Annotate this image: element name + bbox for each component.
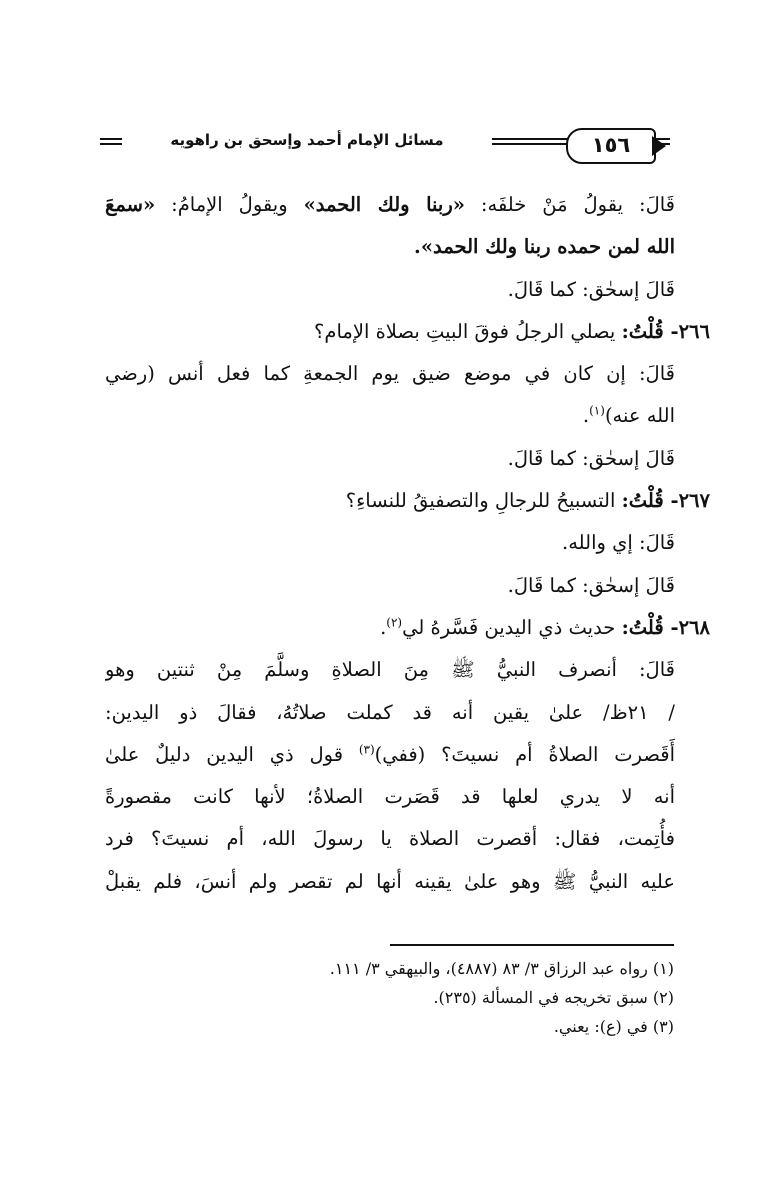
text-line-9: قَالَ: إي والله. <box>562 531 675 555</box>
text-line-5: قَالَ: إن كان في موضع ضيق يوم الجمعةِ كما فعل أنس (رضي <box>105 362 675 386</box>
footnote-ref-2: (٢) <box>386 615 403 630</box>
question-266 <box>105 311 710 353</box>
text-line-7: قَالَ إسحٰق: كما قَالَ. <box>507 446 675 470</box>
line-6-end: . <box>582 404 590 428</box>
question-268 <box>105 607 710 649</box>
question-266-number: ٢٦٦- قُلْتُ: <box>621 319 710 343</box>
line-1-c: ويقولُ الإمامُ: <box>155 193 304 216</box>
text-line-14 <box>105 734 675 776</box>
question-266-text: يصلي الرجلُ فوقَ البيتِ بصلاة الإمام؟ <box>314 319 622 343</box>
footnote-1: (١) رواه عبد الرزاق ٣/ ٨٣ (٤٨٨٧)، والبيهقي ٣/ ١١١. <box>329 959 674 978</box>
line-1-quote: «ربنا ولك الحمد» <box>303 193 465 216</box>
line-11-end: . <box>380 615 387 639</box>
line-2-quote: الله لمن حمده ربنا ولك الحمد». <box>414 235 675 259</box>
question-267 <box>105 480 710 522</box>
footnote-ref-1: (١) <box>589 403 605 418</box>
line-6-text: الله عنه) <box>604 404 675 428</box>
text-line-3: قَالَ إسحٰق: كما قَالَ. <box>507 277 675 301</box>
text-line-17: عليه النبيُّ ﷺ وهو علىٰ يقينه أنها لم تقصر ولم أنسَ، فلم يقبلْ <box>105 869 675 893</box>
header-rule-left <box>100 138 122 145</box>
footnote-separator <box>390 944 674 946</box>
text-line-16: فأُتِمت، فقال: أقصرت الصلاة يا رسولَ الله، أم نسيتَ؟ فرد <box>105 827 675 851</box>
header-title: مسائل الإمام أحمد وإسحق بن راهويه <box>122 126 492 154</box>
text-line-15: أنه لا يدري لعلها قد قَصَرت الصلاةُ؛ لأنها كانت مقصورةً <box>105 785 675 809</box>
footnote-2: (٢) سبق تخريجه في المسألة (٢٣٥). <box>433 988 674 1007</box>
page-number-badge: ١٥٦ <box>566 128 656 164</box>
question-268-number: ٢٦٨- قُلْتُ: <box>621 615 710 639</box>
question-267-number: ٢٦٧- قُلْتُ: <box>621 489 710 513</box>
footnote-ref-3: (٣) <box>358 742 375 757</box>
footnote-3: (٣) في (ع): يعني. <box>553 1017 674 1036</box>
text-line-1 <box>105 184 675 226</box>
question-267-text: التسبيحُ للرجالِ والتصفيقُ للنساءِ؟ <box>345 489 622 513</box>
line-14-a: أَقَصرت الصلاةُ أم نسيتَ؟ (ففي) <box>374 742 675 766</box>
line-1-a: قَالَ: يقولُ مَنْ خلفَه: <box>464 193 675 216</box>
running-header <box>100 126 674 166</box>
main-text <box>105 184 710 903</box>
footnotes <box>230 954 674 1041</box>
line-14-b: قول ذي اليدين دليلٌ علىٰ <box>105 742 359 766</box>
line-1-quote-start: «سمعَ <box>105 193 156 216</box>
text-line-6 <box>105 395 675 437</box>
text-line-2 <box>105 226 675 268</box>
text-line-12: قَالَ: أنصرف النبيُّ ﷺ مِنَ الصلاةِ وسلَّمَ مِنْ ثنتين وهو <box>105 658 675 682</box>
text-line-10: قَالَ إسحٰق: كما قَالَ. <box>507 573 675 597</box>
text-line-13: / ٢١ظ/ علىٰ يقين أنه قد كملت صلاتُهُ، فقالَ ذو اليدين: <box>105 700 675 724</box>
question-268-text: حديث ذي اليدين فَسَّرهُ لي <box>402 615 622 639</box>
